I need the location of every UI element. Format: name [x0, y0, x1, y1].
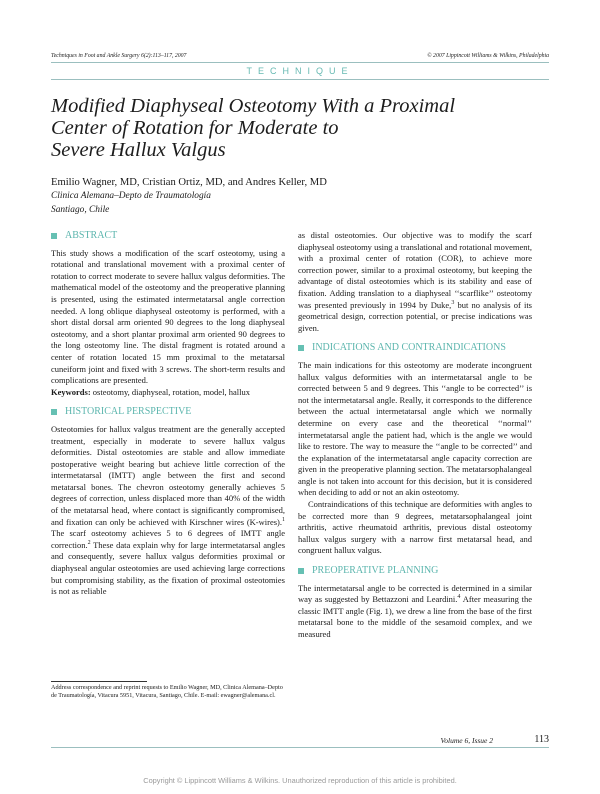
title-line: Modified Diaphyseal Osteotomy With a Proximal [51, 95, 456, 117]
history-heading [51, 406, 285, 418]
running-head-journal: Techniques in Foot and Ankle Surgery 6(2):113–117, 2007 [51, 53, 187, 59]
indications-heading [298, 342, 532, 354]
page-number: 113 [534, 734, 549, 745]
correspondence-footnote: Address correspondence and reprint requests to Emilio Wagner, MD, Clinica Alemana–Depto de Traumatología, Vitacura 5951, Vitacura, Santiago, Chile. E-mail: ewagner@alemana.cl. [51, 684, 283, 700]
affiliation: Clinica Alemana–Depto de Traumatología [51, 191, 211, 201]
keywords-label: Keywords: [51, 386, 91, 397]
teal-square-icon [298, 568, 304, 574]
right-column [298, 230, 532, 641]
running-head-copyright: © 2007 Lippincott Williams & Wilkins, Philadelphia [427, 53, 549, 59]
teal-square-icon [51, 233, 57, 239]
teal-square-icon [298, 345, 304, 351]
heading-label: ABSTRACT [65, 230, 118, 241]
title-line: Severe Hallux Valgus [51, 139, 226, 161]
body-text: but no analysis of its geometrical design, correction potential, or precise indications was given. [298, 299, 532, 333]
keywords [51, 387, 285, 399]
indications-paragraph: The main indications for this osteotomy are moderate incongruent hallux valgus deformities with an intermetatarsal angle to be corrected between 5 and 9 degrees. This ‘‘angle to be corrected’’ is not the intermetatarsal angle. Really, it corresponds to the difference between the actual intermetatarsal angle which we normally determine on every case and the theoretical ‘‘normal’’ intermetatarsal angle the patient had, which is the angle we would like to restore. The way to measure the ‘‘angle to be corrected’’ and the explanation of the intermetatarsal angle capacity correction are given in the preoperative planning section. The metatarsophalangeal angle is not taken into account for this decision, but it is considered when deciding to add or not an akin osteotomy. [298, 359, 532, 498]
reference-marker: 3 [451, 299, 455, 306]
heading-label: INDICATIONS AND CONTRAINDICATIONS [312, 342, 506, 354]
keywords-text: osteotomy, diaphyseal, rotation, model, hallux [90, 386, 250, 397]
location: Santiago, Chile [51, 205, 110, 215]
header-rule-lower [51, 79, 549, 80]
body-text: as distal osteotomies. Our objective was to modify the scarf diaphyseal osteotomy using a translational and rotational movement, with a proximal center of rotation (COR), to achieve more correction power, similar to a proximal osteotomy, but keeping the advantage of distal osteotomies which is its stability and ease of fixation. Adding translation to a diaphyseal ‘‘scarflike’’ osteotomy was presented previously in 1994 by Duke, [298, 230, 532, 310]
author-list: Emilio Wagner, MD, Cristian Ortiz, MD, and Andres Keller, MD [51, 177, 327, 188]
article-title [51, 95, 541, 161]
contraindications-paragraph: Contraindications of this technique are deformities with angles to be corrected more than 9 degrees, metatarsophalangeal joint arthritis, active rheumatoid arthritis, previous distal osteotomy hallux valgus surgery with a narrow first metatarsal head, and congruent hallux valgus. [298, 499, 532, 556]
footer-rule [51, 747, 549, 748]
history-text: These data explain why for large intermetatarsal angles and consequently, severe hallux valgus deformities proximal or diaphyseal angular osteotomies are used achieving large corrections but compromising stability, as the fixation of proximal osteotomies is not as reliable [51, 539, 285, 597]
abstract-heading [51, 230, 285, 242]
history-text: Osteotomies for hallux valgus treatment are the generally accepted treatment, especially in moderate to severe hallux valgus deformities. Distal osteotomies are stable and allow immediate postoperative weight bearing but achieve little correction of the intermetatarsal (IMTT) angle between the first and second metatarsal bones. The chevron osteotomy generally achieves 5 degrees of correction, unless displaced more than 40% of the width of the metatarsal head, where contact is significantly compromised, and fixation can only be achieved with Kirschner wires (K-wires). [51, 423, 285, 527]
planning-heading [298, 565, 532, 577]
reference-marker: 4 [457, 594, 461, 601]
title-line: Center of Rotation for Moderate to [51, 117, 339, 139]
footer-issue: Volume 6, Issue 2 [440, 736, 493, 745]
body-text: The intermetatarsal angle to be corrected is determined in a similar way as suggested by Bettazzoni and Leardini. [298, 582, 532, 605]
reference-marker: 1 [282, 516, 285, 523]
reference-marker: 2 [87, 540, 91, 547]
left-column [51, 230, 285, 598]
history-text: The scarf osteotomy achieves 5 to 6 degrees of IMTT angle correction. [51, 528, 285, 550]
heading-label: PREOPERATIVE PLANNING [312, 565, 439, 577]
copyright-notice: Copyright © Lippincott Williams & Wilkins. Unauthorized reproduction of this article is prohibited. [143, 776, 457, 785]
footnote-rule [51, 681, 147, 682]
abstract-text: This study shows a modification of the scarf osteotomy, using a rotational and translational movement with a proximal center of rotation to correct moderate to severe hallux valgus deformities. The mathematical model of the osteotomy and the preoperative planning is presented, using the estimated intermetatarsal angle correction needed. A long oblique diaphyseal osteotomy is performed, with a short distal dorsal arm oriented 90 degrees to the long diaphyseal osteotomy, and a short plantar proximal arm oriented 90 degrees to the long osteotomy line. The distal fragment is rotated around a center of rotation located 15 mm proximal to the metatarsal cuneiform joint and fixed with 3 screws. The short-term results and complications are presented. [51, 247, 285, 386]
heading-label: HISTORICAL PERSPECTIVE [65, 406, 192, 418]
history-paragraph [51, 424, 285, 598]
teal-square-icon [51, 409, 57, 415]
planning-paragraph [298, 583, 532, 641]
section-label: TECHNIQUE [246, 66, 354, 76]
header-rule [51, 62, 549, 63]
continued-paragraph [298, 230, 532, 334]
body-text: After measuring the classic IMTT angle (Fig. 1), we drew a line from the base of the first metatarsal bone to the middle of the sesamoid complex, and we measured [298, 594, 532, 639]
